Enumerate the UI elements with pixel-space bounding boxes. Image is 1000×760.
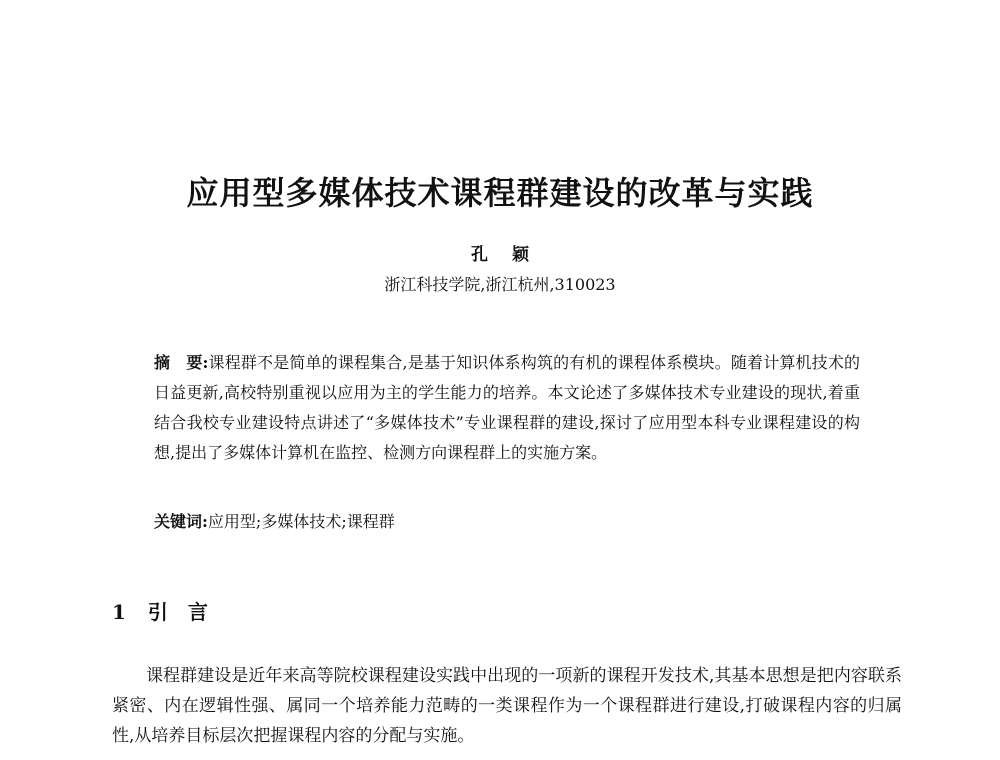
abstract: [154, 348, 860, 468]
section-title: 引 言: [147, 600, 208, 624]
author-affiliation: 浙江科技学院,浙江杭州,310023: [384, 275, 616, 294]
keywords-label: 关键词:: [154, 512, 208, 531]
abstract-text: 课程群不是简单的课程集合,是基于知识体系构筑的有机的课程体系模块。随着计算机技术的日益更新,高校特别重视以应用为主的学生能力的培养。本文论述了多媒体技术专业建设的现状,着重结合我校专业建设特点讲述了“多媒体技术”专业课程群的建设,探讨了应用型本科专业课程建设的构想,提出了多媒体计算机在监控、检测方向课程群上的实施方案。: [154, 353, 860, 462]
keywords: [154, 509, 860, 532]
body-paragraph: 课程群建设是近年来高等院校课程建设实践中出现的一项新的课程开发技术,其基本思想是把内容联系紧密、内在逻辑性强、属同一个培养能力范畴的一类课程作为一个课程群进行建设,打破课程内容的归属性,从培养目标层次把握课程内容的分配与实施。: [112, 666, 902, 746]
abstract-label: 摘 要:: [154, 353, 209, 372]
keywords-text: 应用型;多媒体技术;课程群: [207, 512, 395, 531]
author-name: 孔 颖: [471, 245, 529, 265]
section-number: 1: [112, 600, 126, 624]
paper-title: 应用型多媒体技术课程群建设的改革与实践: [186, 174, 814, 212]
section-heading: [112, 596, 208, 625]
